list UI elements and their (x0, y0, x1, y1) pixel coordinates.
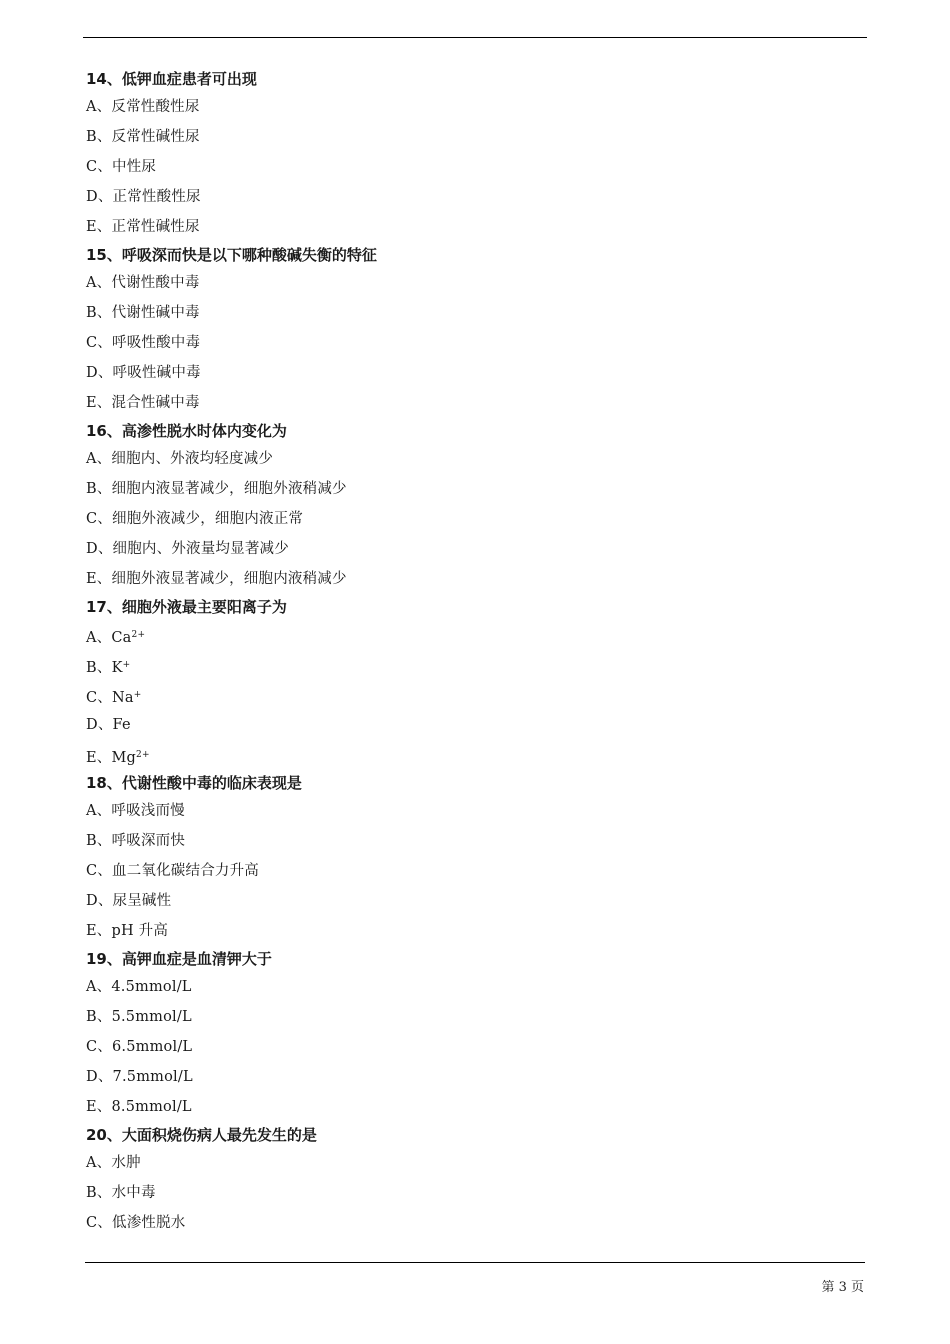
answer-option (86, 328, 866, 358)
question-block (86, 770, 866, 946)
answer-option (86, 358, 866, 388)
question-block (86, 418, 866, 594)
answer-option (86, 1208, 866, 1238)
question-title: 15、呼吸深而快是以下哪种酸碱失衡的特征 (86, 246, 377, 264)
option-text: 反常性酸性尿 (111, 99, 200, 115)
option-letter: C、 (86, 690, 112, 706)
option-text: 呼吸深而快 (111, 833, 186, 849)
answer-option (86, 1002, 866, 1032)
option-letter: D、 (86, 365, 113, 381)
option-text: 正常性酸性尿 (112, 189, 201, 205)
option-text: 呼吸性碱中毒 (112, 365, 201, 381)
option-text: 尿呈碱性 (112, 893, 172, 909)
option-letter: A、 (86, 99, 112, 115)
option-text: 呼吸性酸中毒 (112, 335, 201, 351)
option-text: 代谢性酸中毒 (111, 275, 200, 291)
answer-option (86, 1062, 866, 1092)
option-letter: C、 (86, 1039, 112, 1055)
answer-option (86, 504, 866, 534)
option-letter: B、 (86, 1185, 112, 1201)
answer-option (86, 650, 866, 680)
option-text: 细胞内液显著减少，细胞外液稍减少 (111, 481, 347, 497)
header-rule (83, 37, 867, 38)
option-letter: C、 (86, 511, 112, 527)
answer-option (86, 972, 866, 1002)
option-letter: A、 (86, 803, 112, 819)
option-letter: E、 (86, 750, 112, 766)
answer-option (86, 474, 866, 504)
option-text: 细胞外液减少，细胞内液正常 (112, 511, 304, 527)
option-text: 5.5mmol/L (111, 1009, 192, 1025)
option-letter: D、 (86, 189, 113, 205)
option-letter: B、 (86, 129, 112, 145)
option-letter: D、 (86, 717, 113, 733)
option-text: 血二氧化碳结合力升高 (112, 863, 259, 879)
option-letter: B、 (86, 1009, 112, 1025)
option-text: 代谢性碱中毒 (111, 305, 200, 321)
option-text: 6.5mmol/L (112, 1039, 193, 1055)
question-block (86, 242, 866, 418)
option-letter: A、 (86, 275, 112, 291)
answer-option (86, 298, 866, 328)
question-title: 17、细胞外液最主要阳离子为 (86, 598, 287, 616)
ion-charge: 2+ (131, 630, 146, 640)
option-letter: A、 (86, 979, 112, 995)
option-letter: E、 (86, 923, 112, 939)
answer-option (86, 444, 866, 474)
option-text: 细胞外液显著减少，细胞内液稍减少 (111, 571, 347, 587)
question-block (86, 66, 866, 242)
option-letter: B、 (86, 481, 112, 497)
option-text: K (111, 660, 123, 676)
answer-option (86, 1148, 866, 1178)
option-text: 呼吸浅而慢 (111, 803, 185, 819)
option-text: 混合性碱中毒 (111, 395, 200, 411)
option-letter: C、 (86, 335, 112, 351)
option-letter: D、 (86, 1069, 113, 1085)
option-letter: B、 (86, 833, 112, 849)
option-text: Na (112, 690, 134, 706)
question-block (86, 1122, 866, 1238)
option-text: 水中毒 (111, 1185, 156, 1201)
option-letter: E、 (86, 219, 112, 235)
ion-charge: + (122, 660, 131, 670)
answer-option (86, 1032, 866, 1062)
option-letter: A、 (86, 451, 112, 467)
option-text: pH 升高 (111, 923, 169, 939)
answer-option (86, 680, 866, 710)
ion-charge: + (133, 690, 142, 700)
option-letter: B、 (86, 305, 112, 321)
option-text: Fe (112, 717, 131, 733)
option-text: Mg (111, 750, 137, 766)
answer-option (86, 620, 866, 650)
option-letter: D、 (86, 893, 113, 909)
option-text: 水肿 (111, 1155, 141, 1171)
answer-option (86, 212, 866, 242)
answer-option (86, 182, 866, 212)
answer-option (86, 916, 866, 946)
option-text: 低渗性脱水 (112, 1215, 186, 1231)
question-block (86, 594, 866, 770)
option-letter: E、 (86, 571, 112, 587)
answer-option (86, 886, 866, 916)
question-title: 20、大面积烧伤病人最先发生的是 (86, 1126, 317, 1144)
option-text: 7.5mmol/L (112, 1069, 193, 1085)
question-title: 19、高钾血症是血清钾大于 (86, 950, 272, 968)
answer-option (86, 856, 866, 886)
option-text: 正常性碱性尿 (111, 219, 200, 235)
option-text: 8.5mmol/L (111, 1099, 192, 1115)
question-title: 18、代谢性酸中毒的临床表现是 (86, 774, 302, 792)
question-list (86, 66, 866, 1238)
option-text: 4.5mmol/L (111, 979, 192, 995)
question-title: 14、低钾血症患者可出现 (86, 70, 257, 88)
footer-rule (85, 1262, 865, 1263)
answer-option (86, 152, 866, 182)
question-title: 16、高渗性脱水时体内变化为 (86, 422, 287, 440)
answer-option (86, 92, 866, 122)
answer-option (86, 534, 866, 564)
answer-option (86, 122, 866, 152)
option-text: 中性尿 (112, 159, 157, 175)
ion-charge: 2+ (136, 750, 150, 760)
answer-option (86, 564, 866, 594)
answer-option (86, 1178, 866, 1208)
answer-option (86, 268, 866, 298)
option-letter: C、 (86, 863, 112, 879)
answer-option (86, 710, 866, 740)
option-letter: A、 (86, 1155, 112, 1171)
option-letter: E、 (86, 1099, 112, 1115)
answer-option (86, 796, 866, 826)
answer-option (86, 826, 866, 856)
option-letter: E、 (86, 395, 112, 411)
option-text: 细胞内、外液均轻度减少 (111, 451, 274, 467)
option-letter: C、 (86, 159, 112, 175)
answer-option (86, 1092, 866, 1122)
option-letter: B、 (86, 660, 112, 676)
option-text: 反常性碱性尿 (111, 129, 200, 145)
option-letter: C、 (86, 1215, 112, 1231)
answer-option (86, 388, 866, 418)
question-block (86, 946, 866, 1122)
option-letter: A、 (86, 630, 112, 646)
option-letter: D、 (86, 541, 113, 557)
answer-option (86, 740, 866, 770)
option-text: Ca (111, 630, 132, 646)
page-number: 第 3 页 (821, 1280, 864, 1295)
option-text: 细胞内、外液量均显著减少 (112, 541, 289, 557)
